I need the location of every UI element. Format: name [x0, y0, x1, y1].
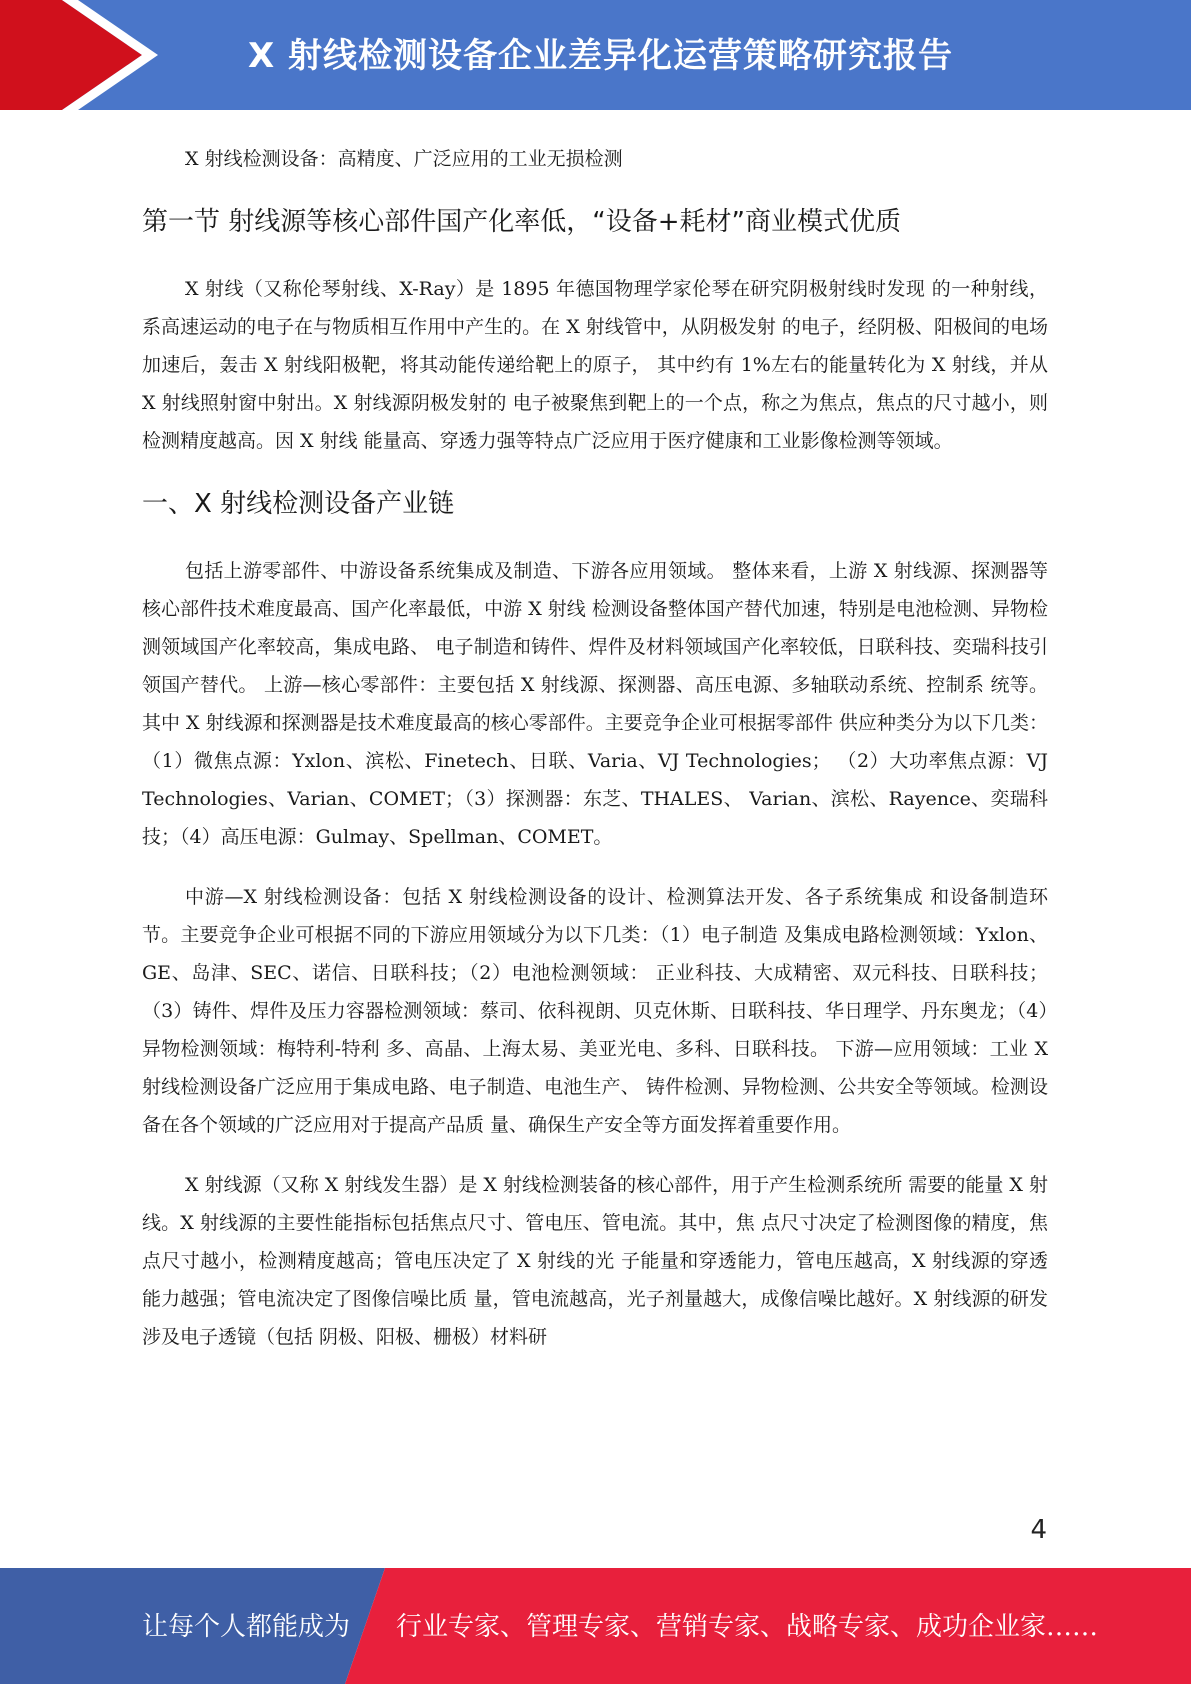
page-header	[0, 0, 1191, 110]
intro-paragraph: X 射线（又称伦琴射线、X-Ray）是 1895 年德国物理学家伦琴在研究阴极射线时发现 的一种射线，系高速运动的电子在与物质相互作用中产生的。在 X 射线管中，从阴极发射 的电子，经阴极、阳极间的电场加速后，轰击 X 射线阳极靶，将其动能传递给靶上的原子， 其中约有 1%左右的能量转化为 X 射线，并从 X 射线照射窗中射出。X 射线源阴极发射的 电子被聚焦到靶上的一个点，称之为焦点，焦点的尺寸越小，则检测精度越高。因 X 射线 能量高、穿透力强等特点广泛应用于医疗健康和工业影像检测等领域。	[142, 278, 1048, 452]
body-paragraph: 包括上游零部件、中游设备系统集成及制造、下游各应用领域。 整体来看，上游 X 射线源、探测器等核心部件技术难度最高、国产化率最低，中游 X 射线 检测设备整体国产替代加速，特别是电池检测、异物检测领域国产化率较高，集成电路、 电子制造和铸件、焊件及材料领域国产化率较低，日联科技、奕瑞科技引领国产替代。 上游—核心零部件：主要包括 X 射线源、探测器、高压电源、多轴联动系统、控制系 统等。其中 X 射线源和探测器是技术难度最高的核心零部件。主要竞争企业可根据零部件 供应种类分为以下几类：（1）微焦点源：Yxlon、滨松、Finetech、日联、Varia、VJ Technologies； （2）大功率焦点源：VJ Technologies、Varian、COMET；（3）探测器：东芝、THALES、 Varian、滨松、Rayence、奕瑞科技；（4）高压电源：Gulmay、Spellman、COMET。	[142, 560, 1048, 848]
sub-heading: 一、X 射线检测设备产业链	[142, 489, 455, 519]
report-title: X 射线检测设备企业差异化运营策略研究报告	[248, 36, 954, 76]
section-title: 第一节 射线源等核心部件国产化率低，“设备+耗材”商业模式优质	[142, 207, 901, 237]
footer-slogan-right: 行业专家、管理专家、营销专家、战略专家、成功企业家……	[396, 1612, 1099, 1642]
body-paragraph: X 射线源（又称 X 射线发生器）是 X 射线检测装备的核心部件，用于产生检测系统所 需要的能量 X 射线。X 射线源的主要性能指标包括焦点尺寸、管电压、管电流。其中，焦 点尺寸决定了检测图像的精度，焦点尺寸越小，检测精度越高；管电压决定了 X 射线的光 子能量和穿透能力，管电压越高，X 射线源的穿透能力越强；管电流决定了图像信噪比质 量，管电流越高，光子剂量越大，成像信噪比越好。X 射线源的研发涉及电子透镜（包括 阴极、阳极、栅极）材料研	[142, 1174, 1048, 1348]
page-footer	[0, 1568, 1191, 1684]
document-subtitle: X 射线检测设备：高精度、广泛应用的工业无损检测	[185, 148, 623, 170]
body-paragraph: 中游—X 射线检测设备：包括 X 射线检测设备的设计、检测算法开发、各子系统集成 和设备制造环节。主要竞争企业可根据不同的下游应用领域分为以下几类：（1）电子制造 及集成电路检测领域：Yxlon、GE、岛津、SEC、诺信、日联科技；（2）电池检测领域： 正业科技、大成精密、双元科技、日联科技；（3）铸件、焊件及压力容器检测领域：蔡司、依科视朗、贝克休斯、日联科技、华日理学、丹东奥龙；（4）异物检测领域：梅特利-特利 多、高晶、上海太易、美亚光电、多科、日联科技。 下游—应用领域：工业 X 射线检测设备广泛应用于集成电路、电子制造、电池生产、 铸件检测、异物检测、公共安全等领域。检测设备在各个领域的广泛应用对于提高产品质 量、确保生产安全等方面发挥着重要作用。	[142, 886, 1048, 1136]
document-body	[142, 132, 1048, 1378]
page-number: 4	[1030, 1515, 1047, 1545]
footer-slogan-left: 让每个人都能成为	[142, 1612, 351, 1642]
